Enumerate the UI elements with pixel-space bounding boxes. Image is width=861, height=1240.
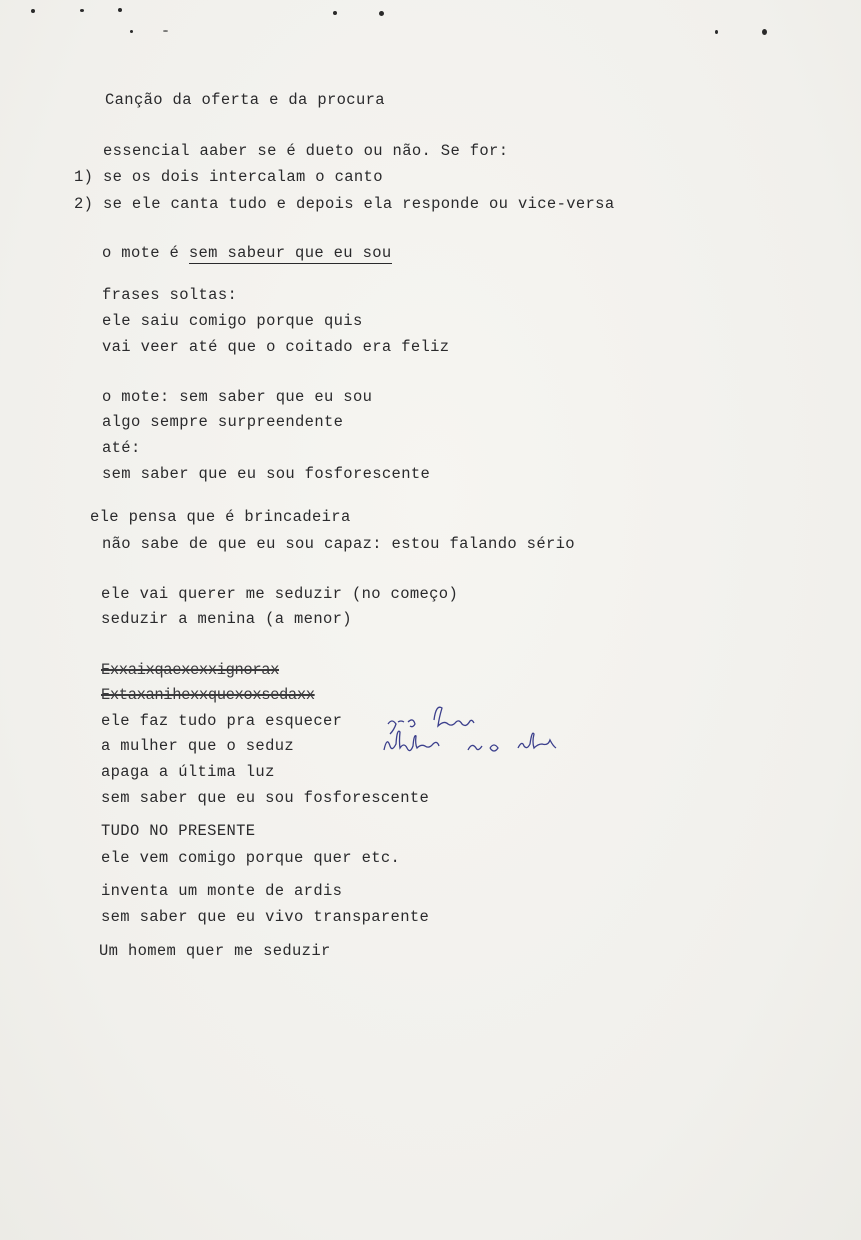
typed-line: apaga a última luz (101, 763, 275, 781)
typed-line: 1) se os dois intercalam o canto (74, 168, 383, 186)
document-title: Canção da oferta e da procura (105, 91, 385, 109)
typed-line: sem saber que eu vivo transparente (101, 908, 430, 926)
paper-speck (118, 8, 122, 12)
mote-prefix: o mote é (102, 244, 189, 262)
paper-speck (130, 30, 133, 33)
mote-line (102, 244, 392, 262)
typed-line: inventa um monte de ardis (101, 882, 343, 900)
typed-line: sem saber que eu sou fosforescente (102, 465, 431, 483)
typed-line: TUDO NO PRESENTE (101, 822, 256, 840)
typed-line: algo sempre surpreendente (102, 413, 344, 431)
mote-underlined: sem sabeur que eu sou (188, 244, 392, 262)
typed-line: frases soltas: (102, 286, 238, 304)
typed-line: ele vai querer me seduzir (no começo) (101, 585, 459, 603)
typed-line: Um homem quer me seduzir (99, 942, 331, 960)
typed-line: ele vem comigo porque quer etc. (101, 849, 401, 867)
typed-line: essencial aaber se é dueto ou não. Se for: (103, 142, 509, 160)
typed-line: não sabe de que eu sou capaz: estou falando sério (102, 535, 575, 553)
typed-line: ele saiu comigo porque quis (102, 312, 363, 330)
typed-line: ele pensa que é brincadeira (90, 508, 351, 526)
handwritten-note (378, 700, 598, 762)
paper-speck (80, 9, 84, 12)
paper-speck (715, 30, 718, 34)
typed-line: 2) se ele canta tudo e depois ela responde ou vice-versa (74, 195, 615, 213)
paper-speck (163, 30, 168, 32)
typed-line: o mote: sem saber que eu sou (102, 388, 373, 406)
typed-line: vai veer até que o coitado era feliz (102, 338, 450, 356)
typed-line: ele faz tudo pra esquecer (101, 712, 343, 730)
paper-speck (379, 11, 384, 16)
paper-speck (31, 9, 35, 13)
paper-speck (762, 29, 767, 35)
typed-line: até: (102, 439, 141, 457)
typed-line: a mulher que o seduz (101, 737, 295, 755)
struck-out-line: Extaxanihexxquexoxsedaxx (101, 686, 315, 704)
paper-speck (333, 11, 337, 15)
typed-line: sem saber que eu sou fosforescente (101, 789, 430, 807)
typed-line: seduzir a menina (a menor) (101, 610, 352, 628)
struck-out-line: Exxaixqaexexxignorax (101, 661, 280, 679)
